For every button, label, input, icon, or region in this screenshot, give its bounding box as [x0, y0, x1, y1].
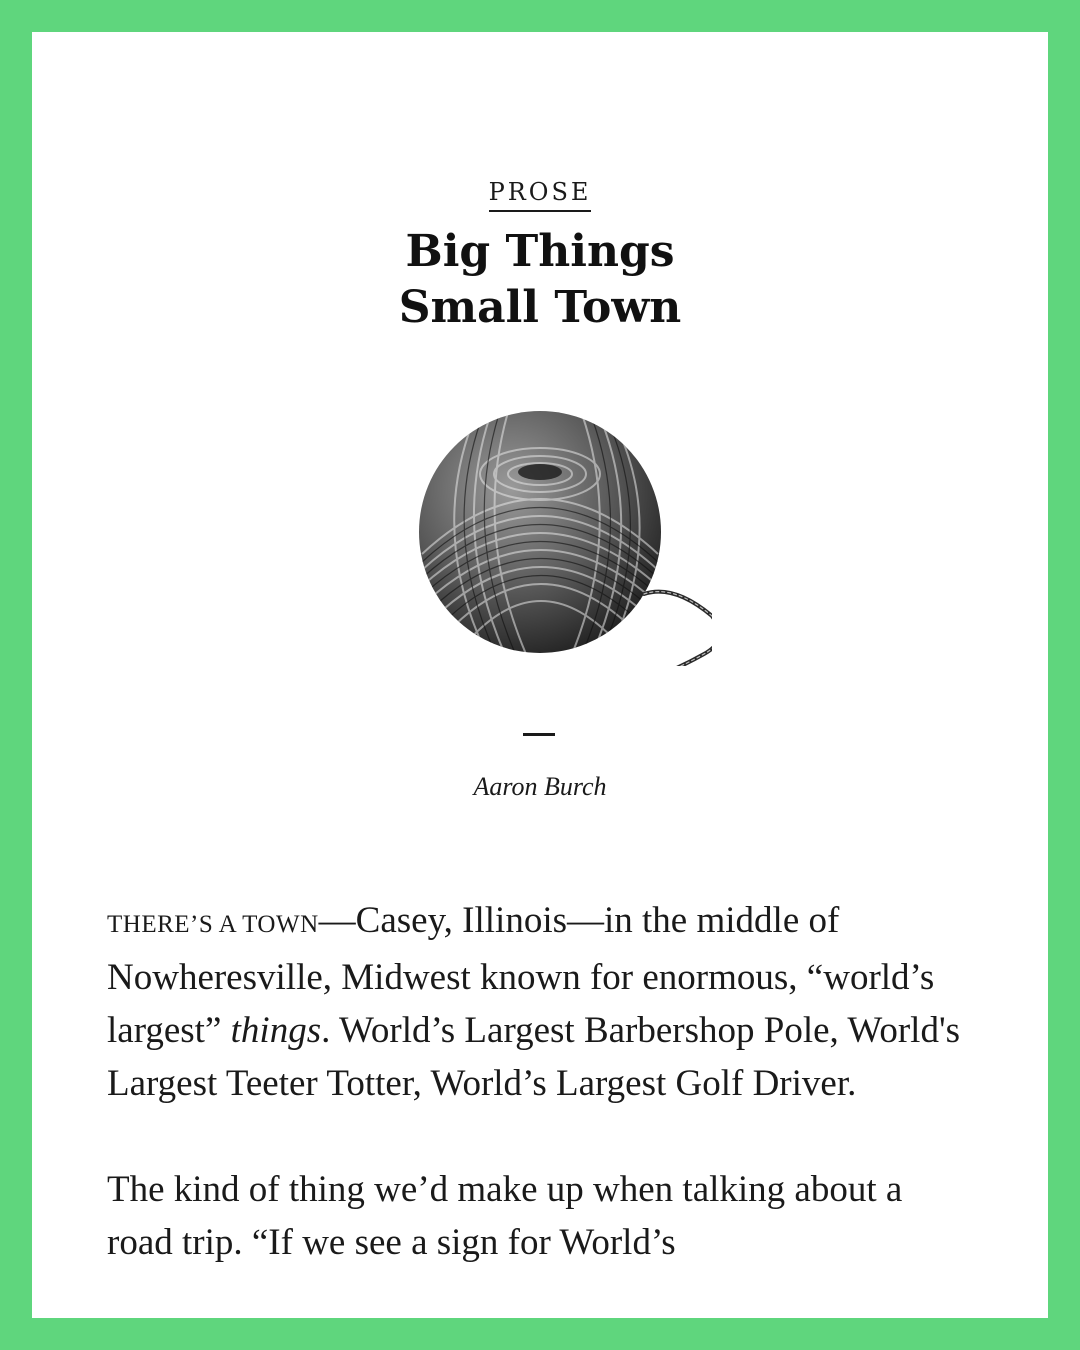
author-byline[interactable]: Aaron Burch: [473, 772, 607, 801]
article-title: [32, 224, 1048, 336]
article-body: [107, 894, 967, 1318]
paragraph-2: The kind of thing we’d make up when talking about a road trip. “If we see a sign for World’s: [107, 1169, 903, 1263]
title-line-2: Small Town: [398, 282, 682, 333]
paragraph-1-emphasis: things: [230, 1010, 322, 1051]
article-page: [32, 32, 1048, 1318]
title-line-1: Big Things: [405, 226, 675, 277]
category-label-wrapper: [32, 178, 1048, 212]
paragraph-1: [107, 894, 967, 1110]
loose-twine-end: [632, 592, 712, 666]
category-label[interactable]: PROSE: [489, 178, 592, 212]
paragraph-1-text-b: . World’s Largest Barbershop Pole, World's Largest Teeter Totter, World’s Largest Golf Driver.: [107, 1010, 961, 1104]
paragraph-1-text-a: —Casey, Illinois—in the middle of Nowheresville, Midwest known for enormous, “world’s largest”: [107, 900, 935, 1051]
title-author-divider: [523, 733, 555, 736]
lead-in-smallcaps: THERE’S A TOWN: [107, 911, 319, 938]
ball-of-twine-illustration: [412, 404, 712, 666]
